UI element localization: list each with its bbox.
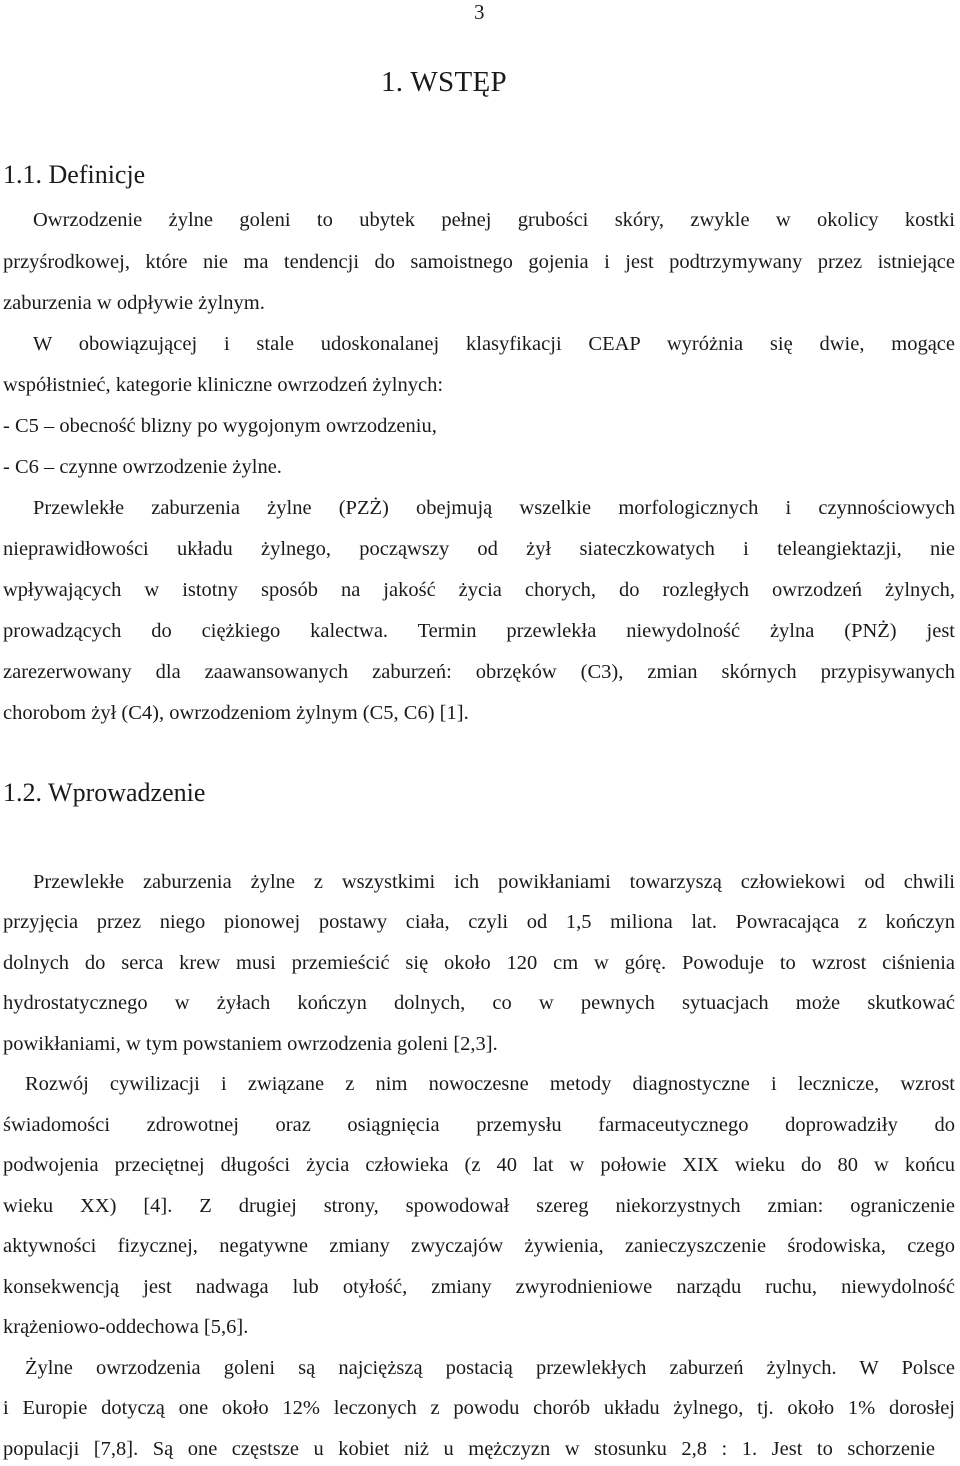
text-line: wpływających w istotny sposób na jakość życia chorych, do rozległych owrzodzeń żylnych, — [3, 579, 955, 601]
text-line: powikłaniami, w tym powstaniem owrzodzenia goleni [2,3]. — [3, 1033, 498, 1055]
text-line: i Europie dotyczą one około 12% leczonych z powodu chorób układu żylnego, tj. około 1% dorosłej — [3, 1397, 955, 1419]
text-line: Rozwój cywilizacji i związane z nim nowoczesne metody diagnostyczne i lecznicze, wzrost — [25, 1073, 955, 1095]
text-line: nieprawidłowości układu żylnego, począwszy od żył siateczkowatych i teleangiektazji, nie — [3, 538, 955, 560]
list-item: - C5 – obecność blizny po wygojonym owrzodzeniu, — [3, 415, 437, 437]
text-line: W obowiązującej i stale udoskonalanej klasyfikacji CEAP wyróżnia się dwie, mogące — [33, 333, 955, 355]
text-line: zaburzenia w odpływie żylnym. — [3, 292, 265, 314]
text-line: współistnieć, kategorie kliniczne owrzodzeń żylnych: — [3, 374, 444, 396]
text-line: krążeniowo-oddechowa [5,6]. — [3, 1316, 249, 1338]
text-line: populacji [7,8]. Są one częstsze u kobiet niż u mężczyzn w stosunku 2,8 : 1. Jest to schorzenie — [3, 1438, 935, 1460]
text-line: konsekwencją jest nadwaga lub otyłość, zmiany zwyrodnieniowe narządu ruchu, niewydolność — [3, 1276, 955, 1298]
chapter-title: 1. WSTĘP — [381, 66, 507, 98]
text-line: zarezerwowany dla zaawansowanych zaburzeń: obrzęków (C3), zmian skórnych przypisywanych — [3, 661, 955, 683]
text-line: dolnych do serca krew musi przemieścić się około 120 cm w górę. Powoduje to wzrost ciśnienia — [3, 952, 955, 974]
text-line: podwojenia przeciętnej długości życia człowieka (z 40 lat w połowie XIX wieku do 80 w końcu — [3, 1154, 955, 1176]
text-line: chorobom żył (C4), owrzodzeniom żylnym (C5, C6) [1]. — [3, 702, 469, 724]
list-item: - C6 – czynne owrzodzenie żylne. — [3, 456, 282, 478]
text-line: Przewlekłe zaburzenia żylne (PZŻ) obejmują wszelkie morfologicznych i czynnościowych — [33, 497, 955, 519]
text-line: aktywności fizycznej, negatywne zmiany zwyczajów żywienia, zanieczyszczenie środowiska, czego — [3, 1235, 955, 1257]
section-heading-wprowadzenie: 1.2. Wprowadzenie — [3, 778, 206, 807]
text-line: przyśrodkowej, które nie ma tendencji do samoistnego gojenia i jest podtrzymywany przez istniejące — [3, 251, 955, 273]
section-heading-definicje: 1.1. Definicje — [3, 160, 146, 189]
text-line: Żylne owrzodzenia goleni są najcięższą postacią przewlekłych zaburzeń żylnych. W Polsce — [25, 1357, 955, 1379]
text-line: przyjęcia przez niego pionowej postawy ciała, czyli od 1,5 miliona lat. Powracająca z kończyn — [3, 911, 955, 933]
text-line: Owrzodzenie żylne goleni to ubytek pełnej grubości skóry, zwykle w okolicy kostki — [33, 209, 955, 231]
text-line: prowadzących do ciężkiego kalectwa. Termin przewlekła niewydolność żylna (PNŻ) jest — [3, 620, 955, 642]
text-line: Przewlekłe zaburzenia żylne z wszystkimi ich powikłaniami towarzyszą człowiekowi od chwili — [33, 871, 955, 893]
text-line: świadomości zdrowotnej oraz osiągnięcia przemysłu farmaceutycznego doprowadziły do — [3, 1114, 955, 1136]
page-number: 3 — [474, 0, 485, 24]
text-line: wieku XX) [4]. Z drugiej strony, spowodował szereg niekorzystnych zmian: ograniczenie — [3, 1195, 955, 1217]
text-line: hydrostatycznego w żyłach kończyn dolnych, co w pewnych sytuacjach może skutkować — [3, 992, 955, 1014]
